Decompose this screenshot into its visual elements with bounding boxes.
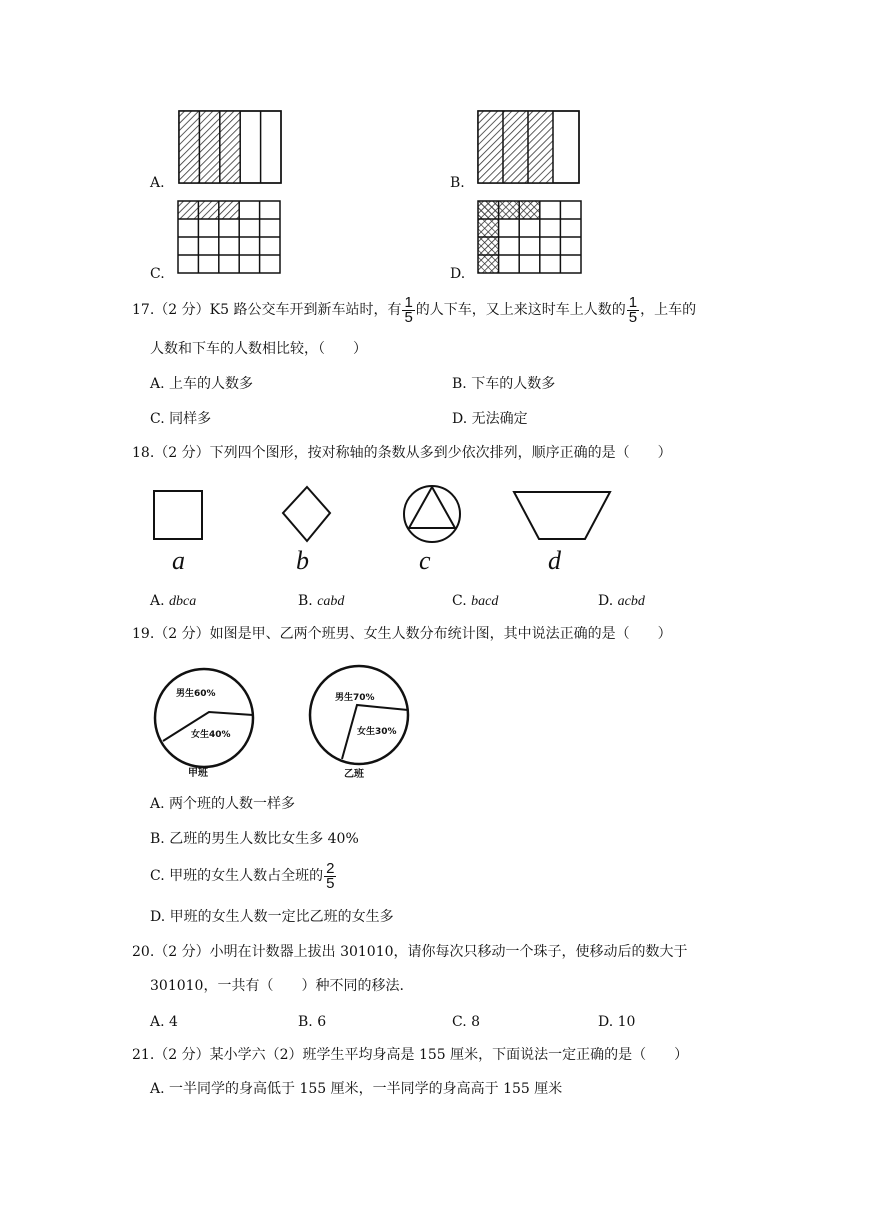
option-text: 10: [617, 1014, 636, 1030]
q17-stem-line2: 人数和下车的人数相比较，（ ）: [150, 341, 367, 357]
option-text: 甲班的女生人数占全班的: [169, 868, 324, 884]
q16-option-c-label: C.: [150, 266, 165, 282]
pie-chart-jia: [153, 667, 255, 769]
option-label: B.: [150, 831, 165, 847]
q19-score: （2 分）: [154, 626, 210, 642]
pie-jia-boys-label: 男生60%: [176, 689, 216, 699]
trapezoid-shape: [514, 492, 610, 539]
option-label: C.: [150, 868, 165, 884]
q20-option-c[interactable]: [452, 1013, 480, 1031]
q16-figure-a: [178, 110, 282, 185]
option-text: 一半同学的身高低于 155 厘米，一半同学的身高高于 155 厘米: [169, 1081, 563, 1097]
q19-option-c-fraction: [324, 859, 336, 892]
q16-option-d-label: D.: [450, 266, 466, 282]
q19-option-b[interactable]: [150, 830, 359, 848]
q18-stem: [132, 444, 672, 462]
q18-option-c[interactable]: [452, 592, 498, 611]
square-shape: [154, 491, 202, 539]
q20-option-d[interactable]: [598, 1013, 635, 1031]
option-label: B.: [452, 376, 467, 392]
pie-yi-girls-label: 女生30%: [357, 727, 397, 737]
option-label: B.: [298, 593, 313, 609]
q19-option-a[interactable]: [150, 795, 295, 813]
q19-option-d[interactable]: [150, 908, 394, 926]
fraction-denominator: 5: [628, 308, 638, 326]
q17-text-3: ，上车的: [640, 302, 697, 318]
q17-fraction-2: [627, 293, 639, 326]
q20-stem-line2: 301010，一共有（ ）种不同的移法.: [150, 978, 404, 994]
q17-option-b[interactable]: [452, 375, 555, 393]
option-label: A.: [150, 1081, 165, 1097]
q21-option-a[interactable]: [150, 1080, 562, 1098]
option-label: D.: [598, 1014, 614, 1030]
q16-figure-c: [177, 200, 281, 275]
q18-text: 下列四个图形，按对称轴的条数从多到少依次排列，顺序正确的是（ ）: [209, 445, 672, 461]
fraction-denominator: 5: [326, 874, 335, 892]
q17-text-1: K5 路公交车开到新车站时，有: [209, 302, 402, 318]
option-text: dbca: [169, 594, 197, 609]
q16-figure-d: [477, 200, 582, 275]
q18-option-a[interactable]: [150, 592, 196, 611]
option-text: 上车的人数多: [169, 376, 254, 392]
option-text: 4: [169, 1014, 178, 1030]
fraction-numerator: 1: [628, 293, 638, 311]
pie-jia-girls-label: 女生40%: [191, 730, 231, 740]
shape-letter-b: b: [296, 546, 309, 575]
option-text: acbd: [617, 594, 645, 609]
option-text: 同样多: [169, 411, 212, 427]
option-text: 6: [317, 1014, 327, 1030]
fraction-numerator: 1: [404, 293, 413, 311]
option-label: D.: [598, 593, 614, 609]
option-text: 下车的人数多: [471, 376, 556, 392]
option-text: 两个班的人数一样多: [169, 796, 296, 812]
q17-score: （2 分）: [154, 302, 210, 318]
option-label: D.: [150, 909, 166, 925]
q21-text: 某小学六（2）班学生平均身高是 155 厘米，下面说法一定正确的是（ ）: [209, 1047, 689, 1063]
shape-letter-d: d: [548, 546, 561, 575]
fraction-denominator: 5: [404, 308, 413, 326]
option-label: C.: [452, 1014, 467, 1030]
q20-option-b[interactable]: [298, 1013, 326, 1031]
q20-number: 20.: [132, 944, 155, 960]
option-label: A.: [150, 1014, 165, 1030]
q17-text-2: 的人下车，又上来这时车上人数的: [415, 302, 626, 318]
q21-number: 21.: [132, 1047, 155, 1063]
q18-number: 18.: [132, 445, 155, 461]
option-label: B.: [298, 1014, 313, 1030]
option-text: 甲班的女生人数一定比乙班的女生多: [169, 909, 394, 925]
q19-option-c[interactable]: [150, 858, 337, 894]
q16-option-b-label: B.: [450, 175, 465, 191]
shape-letter-a: a: [172, 546, 185, 575]
option-label: A.: [150, 796, 165, 812]
q19-number: 19.: [132, 626, 155, 642]
q20-stem: [132, 943, 688, 961]
q17-option-c[interactable]: [150, 410, 211, 428]
pie-jia-caption: 甲班: [188, 768, 208, 779]
q21-score: （2 分）: [154, 1047, 210, 1063]
q16-figure-b: [477, 110, 580, 185]
option-text: cabd: [317, 594, 345, 609]
q19-stem: [132, 625, 672, 643]
q21-stem: [132, 1046, 688, 1064]
pie-chart-yi: [308, 664, 410, 766]
option-text: 8: [471, 1014, 481, 1030]
pie-yi-caption: 乙班: [344, 769, 364, 780]
option-text: bacd: [471, 594, 499, 609]
q18-option-b[interactable]: [298, 592, 344, 611]
q17-option-a[interactable]: [150, 375, 253, 393]
q20-text: 小明在计数器上拔出 301010，请你每次只移动一个珠子，使移动后的数大于: [209, 944, 688, 960]
option-label: C.: [452, 593, 467, 609]
q20-score: （2 分）: [154, 944, 210, 960]
q18-score: （2 分）: [154, 445, 210, 461]
shape-letter-c: c: [419, 546, 431, 575]
q17-fraction-1: [402, 293, 414, 326]
circle-shape: [404, 486, 460, 542]
q16-option-a-label: A.: [150, 175, 165, 191]
option-label: A.: [150, 593, 165, 609]
q19-text: 如图是甲、乙两个班男、女生人数分布统计图，其中说法正确的是（ ）: [209, 626, 672, 642]
q17-number: 17.: [132, 302, 155, 318]
q17-option-d[interactable]: [452, 410, 528, 428]
fraction-numerator: 2: [326, 859, 335, 877]
pie-yi-boys-label: 男生70%: [335, 693, 375, 703]
q17-stem: [132, 295, 696, 325]
option-text: 无法确定: [471, 411, 528, 427]
q18-option-d[interactable]: [598, 592, 645, 611]
rhombus-shape: [283, 487, 330, 541]
triangle-shape: [409, 487, 455, 528]
q18-shapes: [150, 485, 620, 547]
option-text: 乙班的男生人数比女生多 40%: [169, 831, 359, 847]
q20-option-a[interactable]: [150, 1013, 178, 1031]
option-label: A.: [150, 376, 165, 392]
option-label: D.: [452, 411, 468, 427]
option-label: C.: [150, 411, 165, 427]
